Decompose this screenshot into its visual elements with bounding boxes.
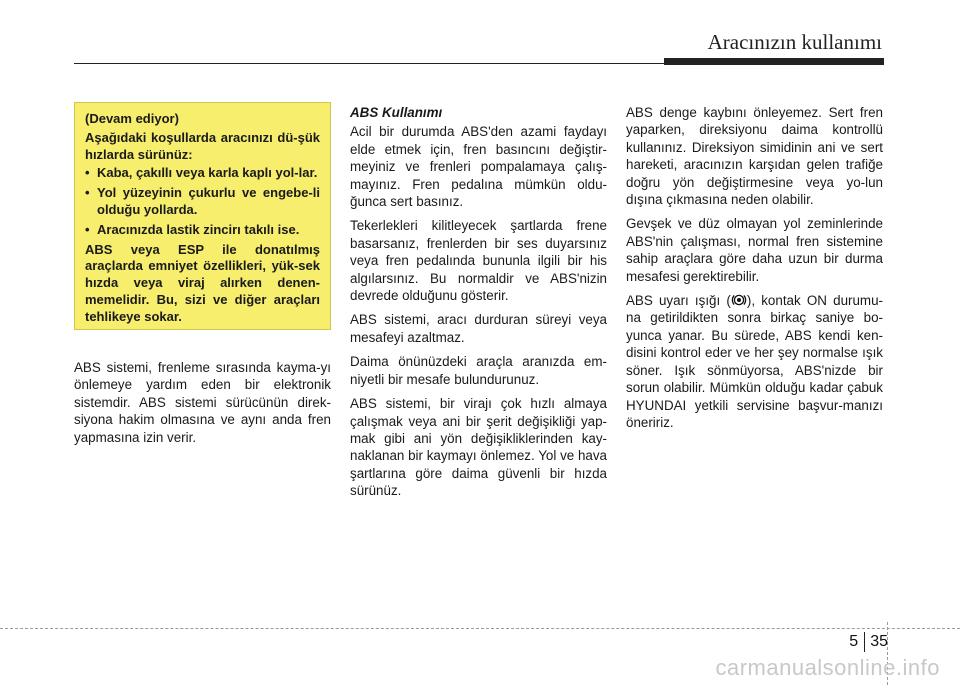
paragraph: ABS denge kaybını önleyemez. Sert fren yaparken, direksiyonu daima kontrollü kullanınız. Direksiyon simidinin ani ve sert hareketi, aracınızın karşıdan gelen trafiğe doğru yön değiştirmesine veya yo-lun dışına çıkmasına neden olabilir. [626, 105, 883, 208]
paragraph: Daima önünüzdeki araçla aranızda em-niyetli bir mesafe bulundurunuz. [350, 354, 607, 387]
chapter-number: 5 [849, 633, 859, 650]
abs-warning-icon [731, 293, 747, 307]
note-list [85, 165, 320, 238]
paragraph: Tekerlekleri kilitleyecek şartlarda frene basarsanız, frenlerden bir ses duyarsınız veya fren pedalında bununla ilgili bir his algılarsınız. Bu normaldir ve ABS'nizin devrede olduğunu gösterir. [350, 218, 607, 304]
header-rule-thin [74, 63, 674, 64]
page-number-separator [864, 632, 865, 652]
paragraph: ABS sistemi, aracı durduran süreyi veya mesafeyi azaltmaz. [350, 312, 607, 345]
watermark: carmanualsonline.info [715, 655, 940, 680]
warn-text-after: ), kontak ON durumu-na getirildikten sonra birkaç saniye bo-yunca yanar. Bu sürede, ABS kendi ken-disini kontrol eder ve her şey normalse ışık söner. Işık sönmüyorsa, ABS'nizde bir sorun olabilir. Mümkün olduğu kadar çabuk HYUNDAI yetkili servisine başvur-manızı öneririz. [626, 293, 883, 430]
paragraph: Acil bir durumda ABS'den azami faydayı elde etmek için, fren basıncını değiştir-meyiniz ve frenleri pompalamaya çalış-mayınız. Fren pedalına mümkün oldu-ğunca sert basınız. [350, 124, 607, 210]
note-continued: (Devam ediyor) [85, 111, 179, 126]
paragraph: ABS sistemi, bir virajı çok hızlı almaya çalışmak veya ani bir şerit değişikliği yap-mak gibi ani yön değişikliklerinden kay-naklanan bir kaymayı önlemez. Yol ve hava şartlarına göre daima güvenli bir hızda sürünüz. [350, 396, 607, 499]
warning-note-box [74, 102, 331, 330]
page-index: 35 [870, 633, 888, 650]
column-1 [74, 359, 331, 453]
header-rule-thick [664, 58, 884, 65]
paragraph: ABS sistemi, frenleme sırasında kayma-yı önlemeye yardım eden bir elektronik sistemdir. ABS sistemi sürücünün direk-siyona hakim olmasına ve aynı anda fren yapmasına izin verir. [74, 360, 331, 445]
note-bullet: • Yol yüzeyinin çukurlu ve engebe-li olduğu yollarda. [85, 185, 320, 219]
paragraph-abs-warning [626, 292, 883, 431]
column-2 [350, 104, 607, 507]
note-intro: Aşağıdaki koşullarda aracınızı dü-şük hızlarda sürünüz: [85, 129, 320, 162]
page-number [849, 633, 888, 651]
note-warning: ABS veya ESP ile donatılmış araçlarda emniyet özellikleri, yük-sek hızda veya viraj alırken denen-memelidir. Bu, sizi ve diğer araçları tehlikeye sokar. [85, 241, 320, 324]
paragraph: Gevşek ve düz olmayan yol zeminlerinde ABS'nin çalışması, normal fren sistemine sahip araçlara göre daha uzun bir durma mesafesi gerektirebilir. [626, 216, 883, 284]
footer-divider [0, 628, 960, 629]
section-heading: ABS Kullanımı [350, 105, 443, 120]
header-title: Aracınızın kullanımı [707, 30, 882, 54]
note-bullet: • Aracınızda lastik zincirı takılı ise. [85, 222, 320, 239]
column-3 [626, 104, 883, 438]
note-bullet: • Kaba, çakıllı veya karla kaplı yol-lar. [85, 165, 320, 182]
warn-text-before: ABS uyarı ışığı ( [626, 293, 731, 309]
